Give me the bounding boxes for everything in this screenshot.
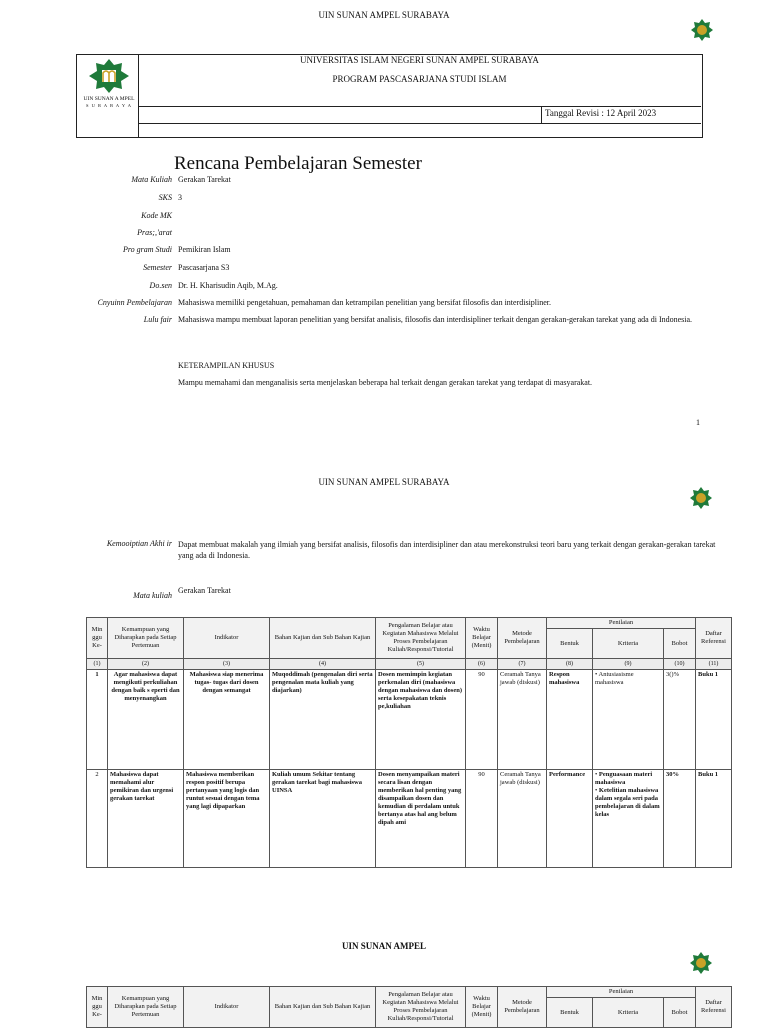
column-number: (10): [664, 659, 696, 670]
cell-bahan: Kuliah umum Sekitar tentang gerakan tarekat bagi mahasiswa UINSA: [270, 770, 376, 868]
cell-indikator: Mahasiswa siap menerima tugas- tugas dari dosen dengan semangat: [184, 670, 270, 770]
cell-waktu: 90: [466, 670, 498, 770]
header-kriteria: Kriteria: [593, 629, 664, 659]
running-header: UIN SUNAN AMPEL: [341, 941, 426, 951]
field-label: Mata Kuliah: [131, 175, 172, 184]
university-name: UNIVERSITAS ISLAM NEGERI SUNAN AMPEL SURABAYA: [300, 55, 539, 65]
mata-kuliah-label: Mata kuliah: [133, 591, 172, 600]
cell-referensi: Buku 1: [696, 670, 732, 770]
uinsa-logo-icon: [689, 951, 713, 975]
header-waktu: Waktu Belajar (Menit): [466, 618, 498, 659]
header-metode: Metode Pembelajaran: [498, 987, 547, 1028]
cell-minggu: 1: [87, 670, 108, 770]
cell-pengalaman: Dosen memimpin kegiatan perkenalan diri (mahasiswa dengan mahasiswa dan dosen) serta kesepakatan teknis pe,kuliahan: [376, 670, 466, 770]
cell-minggu: 2: [87, 770, 108, 868]
header-minggu: Min ggu Ke-: [87, 618, 108, 659]
column-number: (2): [108, 659, 184, 670]
field-label: SKS: [158, 193, 172, 202]
cell-bahan: Muqoddimah (pengenalan diri serta pengenalan mata kuliah yang diajarkan): [270, 670, 376, 770]
header-referensi: Daftar Referensi: [696, 987, 732, 1028]
column-number: (9): [593, 659, 664, 670]
cell-kemampuan: Agar mahasiswa dapat mengikuti perkuliahan dengan baik s eperti dan menyenangkan: [108, 670, 184, 770]
field-label: Lulu fair: [143, 315, 172, 324]
kriteria-item: • Antusiasisme mahasiswa: [595, 671, 661, 687]
kriteria-item: • Ketelitian mahasiswa dalam segala seri pada pembelajaran di dalam kelas: [595, 787, 661, 819]
field-value: 3: [178, 193, 182, 202]
field-label: Do.sen: [149, 281, 172, 290]
header-indikator: Indikator: [184, 987, 270, 1028]
column-number: (3): [184, 659, 270, 670]
cell-bentuk: Respon mahasiswa: [547, 670, 593, 770]
header-bobot: Bobot: [664, 998, 696, 1028]
field-label: Cnyuinn Pembelajaran: [97, 298, 172, 307]
header-penilaian: Penilaian: [547, 618, 696, 629]
skill-title: KETERAMPILAN KHUSUS: [178, 361, 275, 370]
field-value: Pemikiran Islam: [178, 245, 231, 254]
kriteria-item: • Penguasaan materi mahasiswa: [595, 771, 661, 787]
header-bentuk: Bentuk: [547, 629, 593, 659]
field-label: Kode MK: [141, 211, 172, 220]
cell-kemampuan: Mahasiswa dapat memahami alur pemikiran dan urgensi gerakan tarekat: [108, 770, 184, 868]
field-label: Pro gram Studi: [122, 245, 172, 254]
mata-kuliah-value: Gerakan Tarekat: [178, 586, 231, 595]
header-box: [76, 54, 703, 138]
header-indikator: Indikator: [184, 618, 270, 659]
cell-bobot: 3()%: [664, 670, 696, 770]
header-rule: [138, 123, 701, 124]
rps-table: [86, 617, 732, 868]
cell-kriteria: [593, 670, 664, 770]
page-number: 1: [696, 418, 700, 427]
table-row: [87, 670, 732, 770]
header-rule: [138, 106, 701, 107]
header-kemampuan: Kemampuan yang Diharapkan pada Setiap Pertemuan: [108, 618, 184, 659]
column-number: (6): [466, 659, 498, 670]
field-value: Dr. H. Kharisudin Aqib, M.Ag.: [178, 281, 278, 290]
running-header: UIN SUNAN AMPEL SURABAYA: [318, 10, 450, 20]
field-value: Pascasarjana S3: [178, 263, 230, 272]
kemampuan-akhir-label: Kemooiptian Akhi ir: [106, 539, 172, 548]
field-label: Semester: [143, 263, 172, 272]
field-value: Gerakan Tarekat: [178, 175, 231, 184]
field-label: Pras;,'arat: [137, 228, 172, 237]
program-name: PROGRAM PASCASARJANA STUDI ISLAM: [332, 74, 507, 84]
field-value: Mahasiswa memiliki pengetahuan, pemahaman dan ketrampilan penelitian yang bersifat filosofis dan interdisipliner.: [178, 298, 552, 307]
header-referensi: Daftar Referensi: [696, 618, 732, 659]
revision-date: Tanggal Revisi : 12 April 2023: [545, 108, 657, 118]
cell-indikator: Mahasiswa memberikan respon positif berupa pertanyaan yang logis dan runtut sesuai dengan tema yang lagi dipaparkan: [184, 770, 270, 868]
cell-referensi: Buku 1: [696, 770, 732, 868]
document-title: Rencana Pembelajaran Semester: [174, 153, 422, 174]
header-pengalaman: Pengalaman Belajar atau Kegiatan Mahasiswa Melalui Proses Pembelajaran Kuliah/Responsi/Tutorial: [376, 618, 466, 659]
cell-bobot: 30%: [664, 770, 696, 868]
column-number: (5): [376, 659, 466, 670]
column-number: (4): [270, 659, 376, 670]
skill-text: Mampu memahami dan menganalisis serta menjelaskan beberapa hal terkait dengan gerakan tarekat yang terdapat di masyarakat.: [178, 378, 593, 387]
header-bahan: Bahan Kajian dan Sub Bahan Kajian: [270, 987, 376, 1028]
kemampuan-akhir-text: Dapat membuat makalah yang ilmiah yang bersifat analisis, filosofis dan interdisipliner dan atau merekonstruksi teori baru yang terkait dengan gerakan-gerakan tarekat yang ada di Indonesia.: [178, 540, 716, 560]
column-number: (8): [547, 659, 593, 670]
header-minggu: Min ggu Ke-: [87, 987, 108, 1028]
cell-kriteria: [593, 770, 664, 868]
cell-waktu: 90: [466, 770, 498, 868]
header-kemampuan: Kemampuan yang Diharapkan pada Setiap Pertemuan: [108, 987, 184, 1028]
header-kriteria: Kriteria: [593, 998, 664, 1028]
field-value: Mahasiswa mampu membuat laporan penelitian yang bersifat analisis, filosofis dan interdisipliner terkait dengan gerakan-gerakan tarekat yang ada di Indonesia.: [178, 315, 693, 324]
table-row: [87, 770, 732, 868]
uinsa-logo-icon: [689, 486, 713, 510]
logo-text: UIN SUNAN A MPEL: [83, 96, 135, 102]
column-number: (11): [696, 659, 732, 670]
running-header: UIN SUNAN AMPEL SURABAYA: [318, 477, 450, 487]
cell-metode: Ceramah Tanya jawab (diskusi): [498, 670, 547, 770]
rps-table-continued: [86, 986, 732, 1028]
header-metode: Metode Pembelajaran: [498, 618, 547, 659]
header-waktu: Waktu Belajar (Menit): [466, 987, 498, 1028]
header-divider: [541, 106, 542, 123]
cell-metode: Ceramah Tanya jawab (diskusi): [498, 770, 547, 868]
column-number: (1): [87, 659, 108, 670]
uinsa-logo-icon: [88, 58, 130, 94]
logo-subtext: S U R A B A Y A: [85, 103, 133, 108]
header-bahan: Bahan Kajian dan Sub Bahan Kajian: [270, 618, 376, 659]
column-number: (7): [498, 659, 547, 670]
header-bobot: Bobot: [664, 629, 696, 659]
header-pengalaman: Pengalaman Belajar atau Kegiatan Mahasiswa Melalui Proses Pembelajaran Kuliah/Responsi/Tutorial: [376, 987, 466, 1028]
header-bentuk: Bentuk: [547, 998, 593, 1028]
column-number-row: [87, 659, 732, 670]
header-penilaian: Penilaian: [547, 987, 696, 998]
uinsa-logo-icon: [690, 18, 714, 42]
cell-bentuk: Performance: [547, 770, 593, 868]
cell-pengalaman: Dosen menyampaikan materi secara lisan dengan memberikan hal penting yang disampaikan dosen dan kemudian di perdalam untuk bertanya atas hal ang belum dipah ami: [376, 770, 466, 868]
